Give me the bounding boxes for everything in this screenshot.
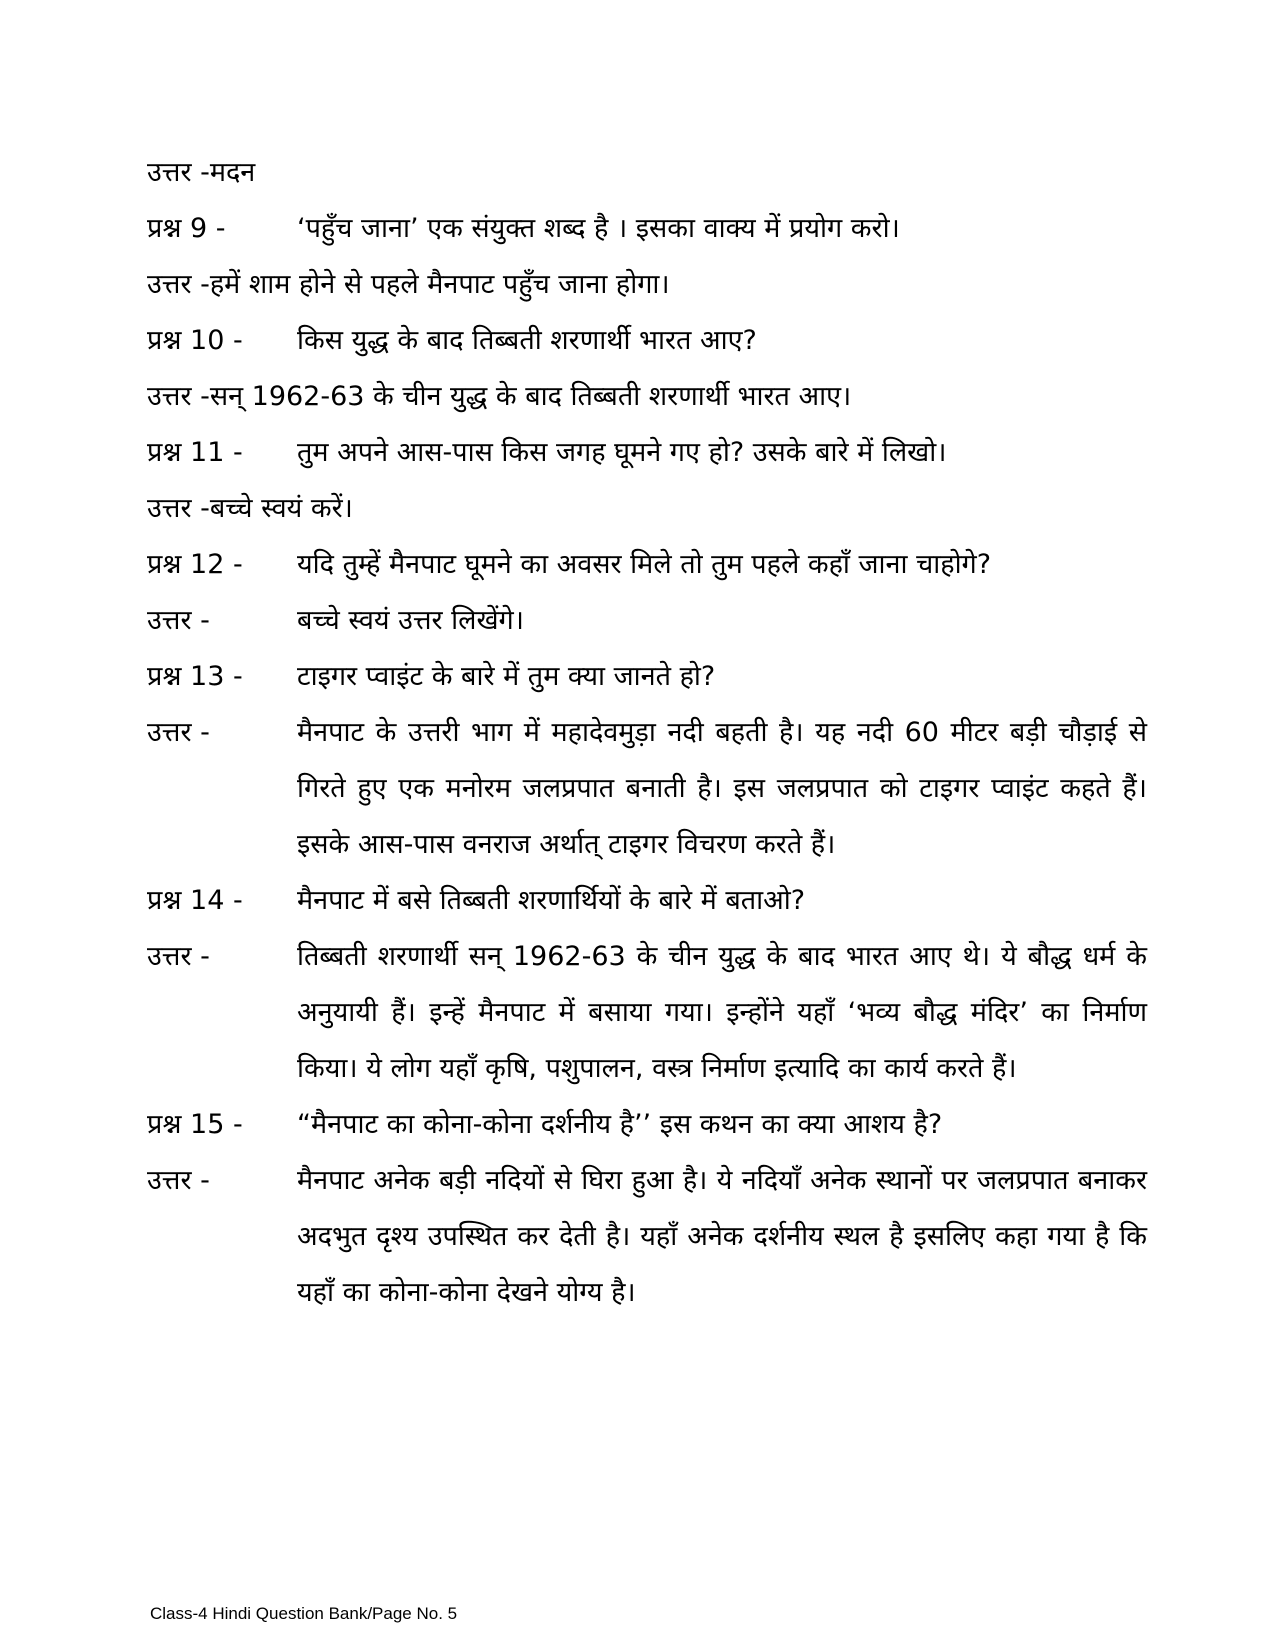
answer-line xyxy=(147,257,1147,313)
question-text: टाइगर प्वाइंट के बारे में तुम क्या जानते हो? xyxy=(297,661,716,692)
question-text: ‘पहुँच जाना’ एक संयुक्त शब्द है । इसका वाक्य में प्रयोग करो। xyxy=(297,213,900,244)
answer-text: उत्तर -हमें शाम होने से पहले मैनपाट पहुँच जाना होगा। xyxy=(147,269,670,300)
question-line xyxy=(147,201,1147,257)
answer-line xyxy=(147,369,1147,425)
question-answer-list xyxy=(147,145,1147,1321)
answer-line xyxy=(147,481,1147,537)
answer-label: उत्तर - xyxy=(147,717,210,748)
question-line xyxy=(147,537,1147,593)
answer-label: उत्तर - xyxy=(147,1165,210,1196)
answer-line xyxy=(147,705,1147,873)
answer-text: उत्तर -मदन xyxy=(147,157,256,188)
question-label: प्रश्न 11 - xyxy=(147,437,243,468)
answer-label: उत्तर - xyxy=(147,605,210,636)
question-line xyxy=(147,425,1147,481)
question-line xyxy=(147,873,1147,929)
answer-text: उत्तर -सन् 1962-63 के चीन युद्ध के बाद तिब्बती शरणार्थी भारत आए। xyxy=(147,381,852,412)
question-line xyxy=(147,313,1147,369)
question-label: प्रश्न 9 - xyxy=(147,213,226,244)
question-text: तुम अपने आस-पास किस जगह घूमने गए हो? उसके बारे में लिखो। xyxy=(297,437,947,468)
answer-label: उत्तर - xyxy=(147,941,210,972)
answer-line xyxy=(147,1153,1147,1321)
answer-text: तिब्बती शरणार्थी सन् 1962-63 के चीन युद्ध के बाद भारत आए थे। ये बौद्ध धर्म के अनुयायी हैं। इन्हें मैनपाट में बसाया गया। इन्होंने यहाँ ‘भव्य बौद्ध मंदिर’ का निर्माण किया। ये लोग यहाँ कृषि, पशुपालन, वस्त्र निर्माण इत्यादि का कार्य करते हैं। xyxy=(297,941,1147,1084)
question-label: प्रश्न 12 - xyxy=(147,549,243,580)
answer-text: मैनपाट के उत्तरी भाग में महादेवमुड़ा नदी बहती है। यह नदी 60 मीटर बड़ी चौड़ाई से गिरते हुए एक मनोरम जलप्रपात बनाती है। इस जलप्रपात को टाइगर प्वाइंट कहते हैं। इसके आस-पास वनराज अर्थात् टाइगर विचरण करते हैं। xyxy=(297,717,1147,860)
question-label: प्रश्न 13 - xyxy=(147,661,243,692)
question-label: प्रश्न 10 - xyxy=(147,325,243,356)
question-text: यदि तुम्हें मैनपाट घूमने का अवसर मिले तो तुम पहले कहाँ जाना चाहोगे? xyxy=(297,549,992,580)
question-label: प्रश्न 15 - xyxy=(147,1109,243,1140)
question-line xyxy=(147,649,1147,705)
question-text: किस युद्ध के बाद तिब्बती शरणार्थी भारत आए? xyxy=(297,325,757,356)
answer-text: उत्तर -बच्चे स्वयं करें। xyxy=(147,493,353,524)
page-footer: Class-4 Hindi Question Bank/Page No. 5 xyxy=(150,1604,458,1623)
answer-line xyxy=(147,593,1147,649)
question-text: मैनपाट में बसे तिब्बती शरणार्थियों के बारे में बताओ? xyxy=(297,885,806,916)
answer-line xyxy=(147,145,1147,201)
answer-line xyxy=(147,929,1147,1097)
answer-text: बच्चे स्वयं उत्तर लिखेंगे। xyxy=(297,605,524,636)
answer-text: मैनपाट अनेक बड़ी नदियों से घिरा हुआ है। ये नदियाँ अनेक स्थानों पर जलप्रपात बनाकर अदभुत दृश्य उपस्थित कर देती है। यहाँ अनेक दर्शनीय स्थल है इसलिए कहा गया है कि यहाँ का कोना-कोना देखने योग्य है। xyxy=(297,1165,1147,1308)
question-label: प्रश्न 14 - xyxy=(147,885,243,916)
question-text: “मैनपाट का कोना-कोना दर्शनीय है’’ इस कथन का क्या आशय है? xyxy=(297,1109,943,1140)
question-line xyxy=(147,1097,1147,1153)
